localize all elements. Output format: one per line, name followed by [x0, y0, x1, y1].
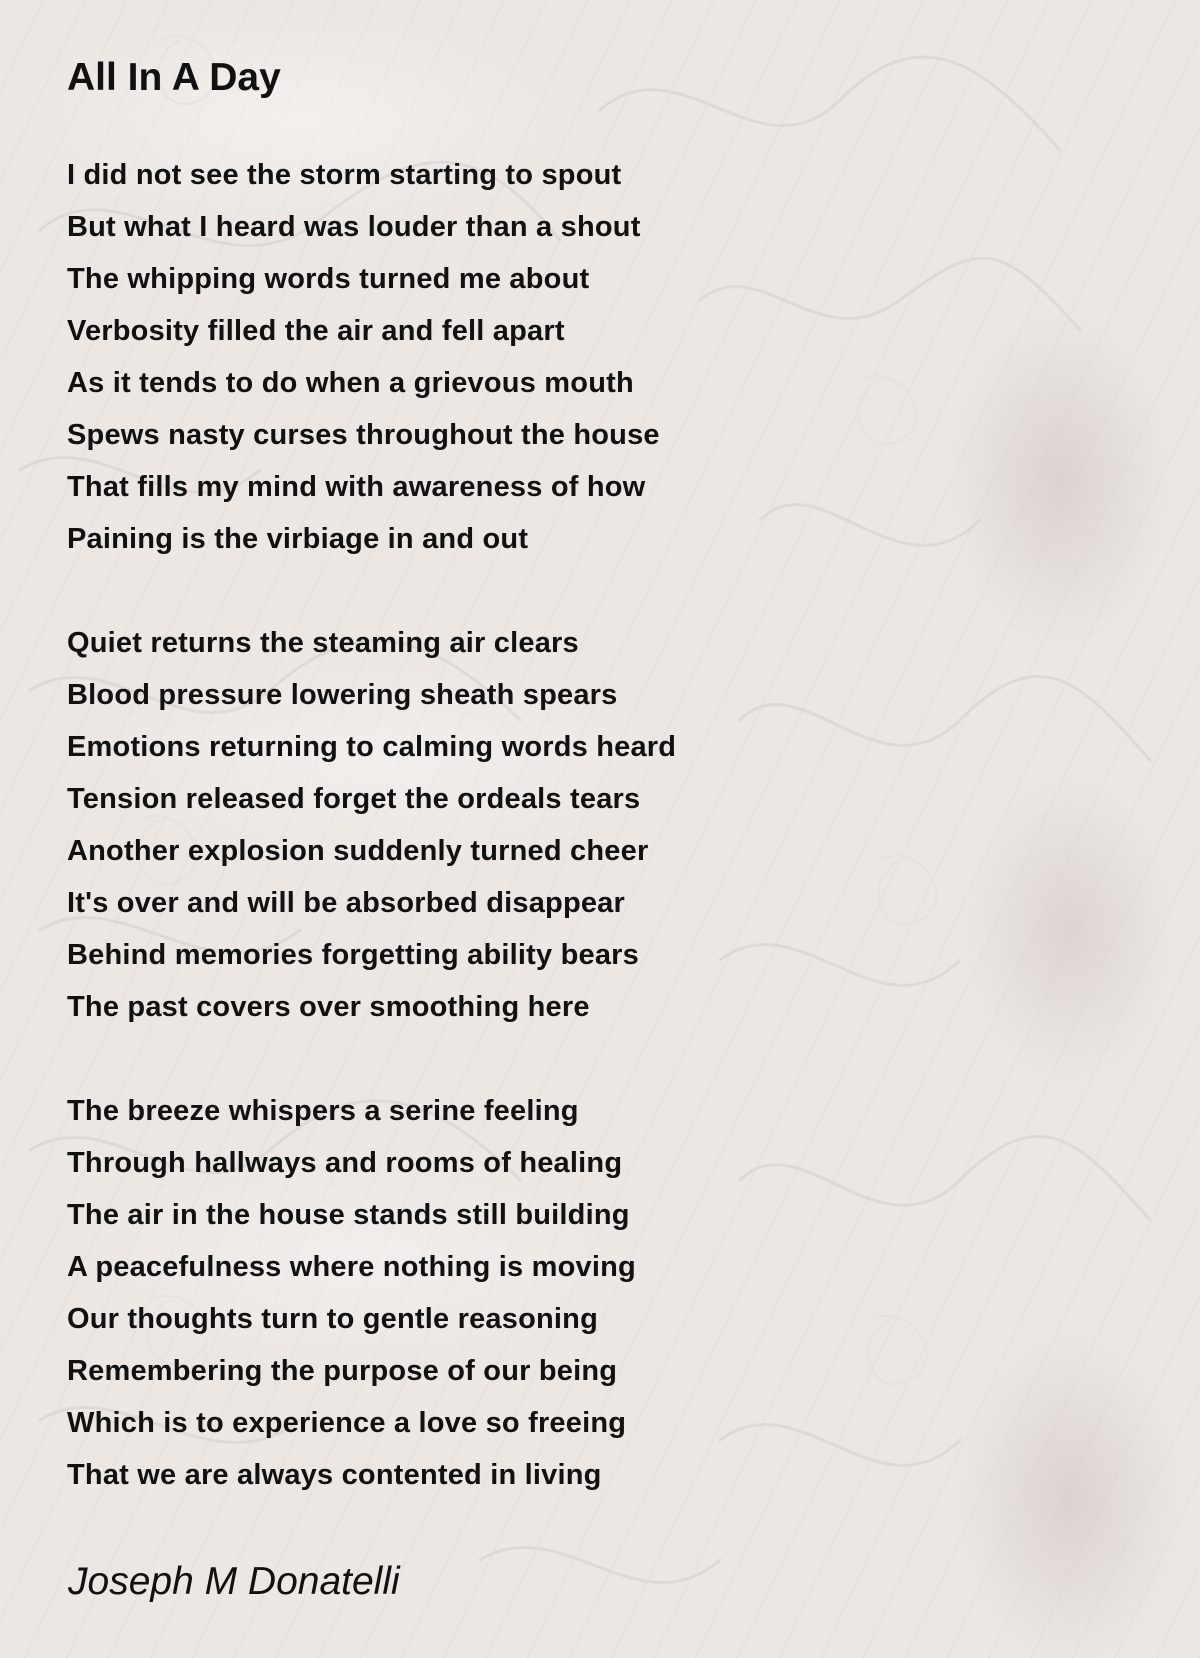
- poem-line: Emotions returning to calming words heard: [67, 731, 677, 763]
- poem-line: Which is to experience a love so freeing: [67, 1407, 627, 1439]
- poem-title: All In A Day: [67, 56, 281, 99]
- poem-line: Verbosity filled the air and fell apart: [67, 315, 565, 347]
- poem-line: Spews nasty curses throughout the house: [67, 419, 660, 451]
- stanza-2: [67, 617, 676, 1033]
- poem-line: The breeze whispers a serine feeling: [67, 1095, 579, 1127]
- poem-line: Quiet returns the steaming air clears: [67, 627, 579, 659]
- poem-line: Tension released forget the ordeals tears: [67, 783, 641, 815]
- poem-line: Through hallways and rooms of healing: [67, 1147, 623, 1179]
- poem-line: It's over and will be absorbed disappear: [67, 887, 625, 919]
- poem-line: Our thoughts turn to gentle reasoning: [67, 1303, 598, 1335]
- poem-line: That fills my mind with awareness of how: [67, 471, 646, 503]
- poem-line: That we are always contented in living: [67, 1459, 602, 1491]
- poem-line: Paining is the virbiage in and out: [67, 523, 529, 555]
- poem-line: The whipping words turned me about: [67, 263, 590, 295]
- poem-line: As it tends to do when a grievous mouth: [67, 367, 634, 399]
- poem-author: Joseph M Donatelli: [68, 1560, 400, 1603]
- poem-line: A peacefulness where nothing is moving: [67, 1251, 636, 1283]
- stanza-1: [67, 149, 660, 565]
- poem-line: Behind memories forgetting ability bears: [67, 939, 639, 971]
- poem-line: Another explosion suddenly turned cheer: [67, 835, 649, 867]
- poem-line: Remembering the purpose of our being: [67, 1355, 618, 1387]
- poem-line: Blood pressure lowering sheath spears: [67, 679, 618, 711]
- poem-line: But what I heard was louder than a shout: [67, 211, 641, 243]
- poem-line: The past covers over smoothing here: [67, 991, 590, 1023]
- poem-line: The air in the house stands still building: [67, 1199, 630, 1231]
- poem-line: I did not see the storm starting to spout: [67, 159, 622, 191]
- stanza-3: [67, 1085, 636, 1501]
